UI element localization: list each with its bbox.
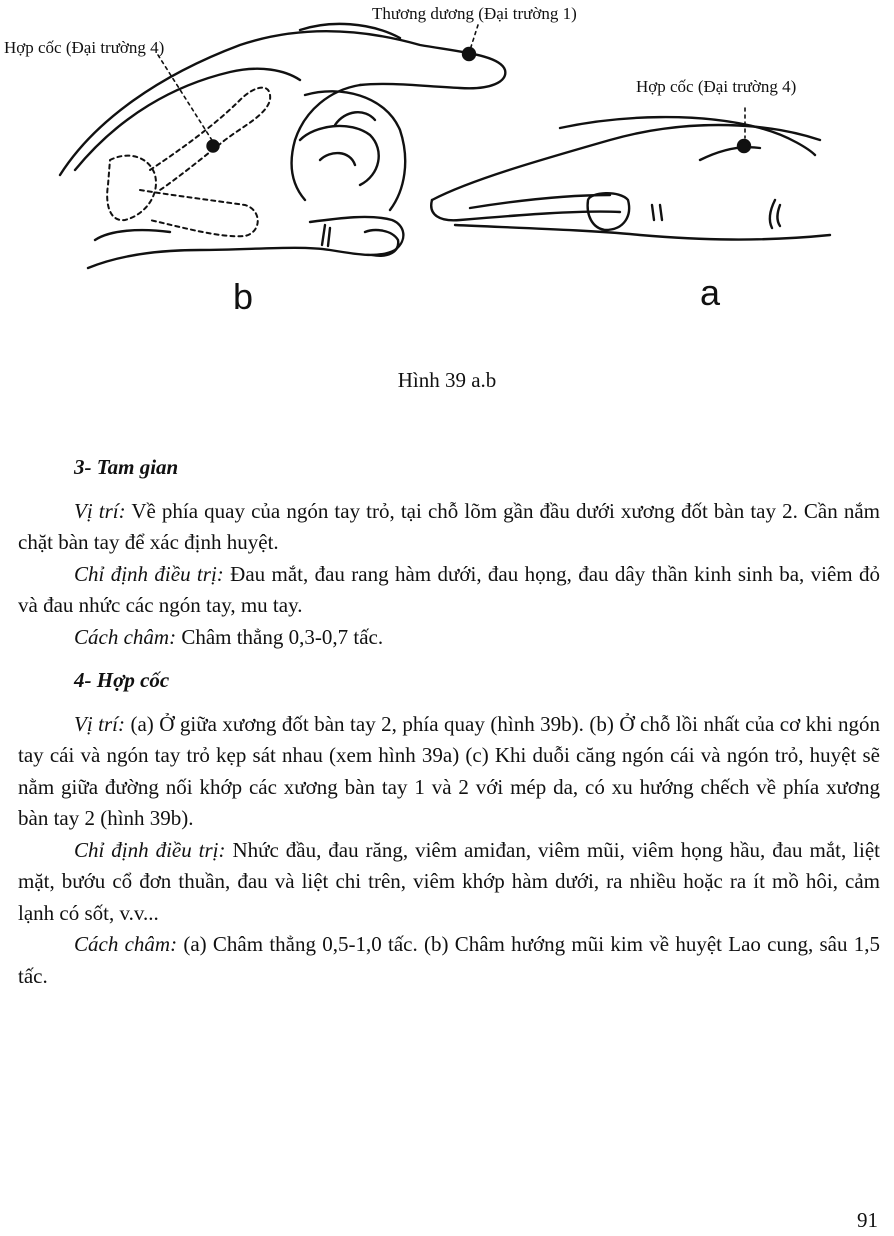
section-3-cachcham [18,622,880,654]
hand-b-drawing [60,24,505,268]
figure-caption: Hình 39 a.b [397,368,497,392]
chidinh-text: Đau mắt, đau rang hàm dưới, đau họng, đau dây thần kinh sinh ba, viêm đỏ và đau nhức các ngón tay, mu tay. [18,561,881,617]
hand-a-drawing [431,108,830,240]
figure-letter-a: a [700,272,721,313]
vitri-text: Về phía quay của ngón tay trỏ, tại chỗ lõm gần đầu dưới xương đốt bàn tay 2. Cần nắm chặt bàn tay để xác định huyệt. [18,498,881,554]
vitri-label: Vị trí: [74,711,125,736]
vitri-text: (a) Ở giữa xương đốt bàn tay 2, phía quay (hình 39b). (b) Ở chỗ lồi nhất của cơ khi ngón tay cái và ngón tay trỏ kẹp sát nhau (xem hình 39a) (c) Khi duỗi căng ngón cái và ngón trỏ, huyệt sẽ nằm giữa đường nối khớp các xương bàn tay 1 và 2 với mép da, có xu hướng chếch về phía xương bàn tay 2 (hình 39b). [18,711,880,830]
body-text [18,452,880,992]
label-hop-coc-a: Hợp cốc (Đại trường 4) [636,77,797,96]
hand-figure [0,0,894,330]
label-hop-coc-b: Hợp cốc (Đại trường 4) [4,38,165,57]
label-thuong-duong: Thương dương (Đại trường 1) [372,4,577,23]
page-number: 91 [857,1208,878,1232]
cachcham-label: Cách châm: [74,932,178,956]
cachcham-label: Cách châm: [74,624,177,649]
section-4-vitri [18,709,880,835]
cachcham-text: (a) Châm thẳng 0,5-1,0 tấc. (b) Châm hướng mũi kim về huyệt Lao cung, sâu 1,5 tấc. [18,932,880,988]
section-3-chidinh [18,559,880,622]
chidinh-label: Chỉ định điều trị: [74,561,224,586]
cachcham-text: Châm thẳng 0,3-0,7 tấc. [176,624,384,649]
section-3-vitri [18,496,880,559]
chidinh-label: Chỉ định điều trị: [74,837,226,862]
vitri-label: Vị trí: [74,498,126,523]
section-4-chidinh [18,835,880,930]
section-3-heading: 3- Tam gian [74,455,179,479]
chidinh-text: Nhức đầu, đau răng, viêm amiđan, viêm mũi, viêm họng hầu, đau mắt, liệt mặt, bướu cổ đơn thuần, đau và liệt chi trên, viêm khớp hàm dưới, ra nhiều hoặc ra ít mồ hôi, cảm lạnh có sốt, v.v... [18,837,880,925]
section-4-heading: 4- Hợp cốc [74,668,170,692]
section-4-cachcham [18,929,880,992]
figure-letter-b: b [233,276,254,317]
